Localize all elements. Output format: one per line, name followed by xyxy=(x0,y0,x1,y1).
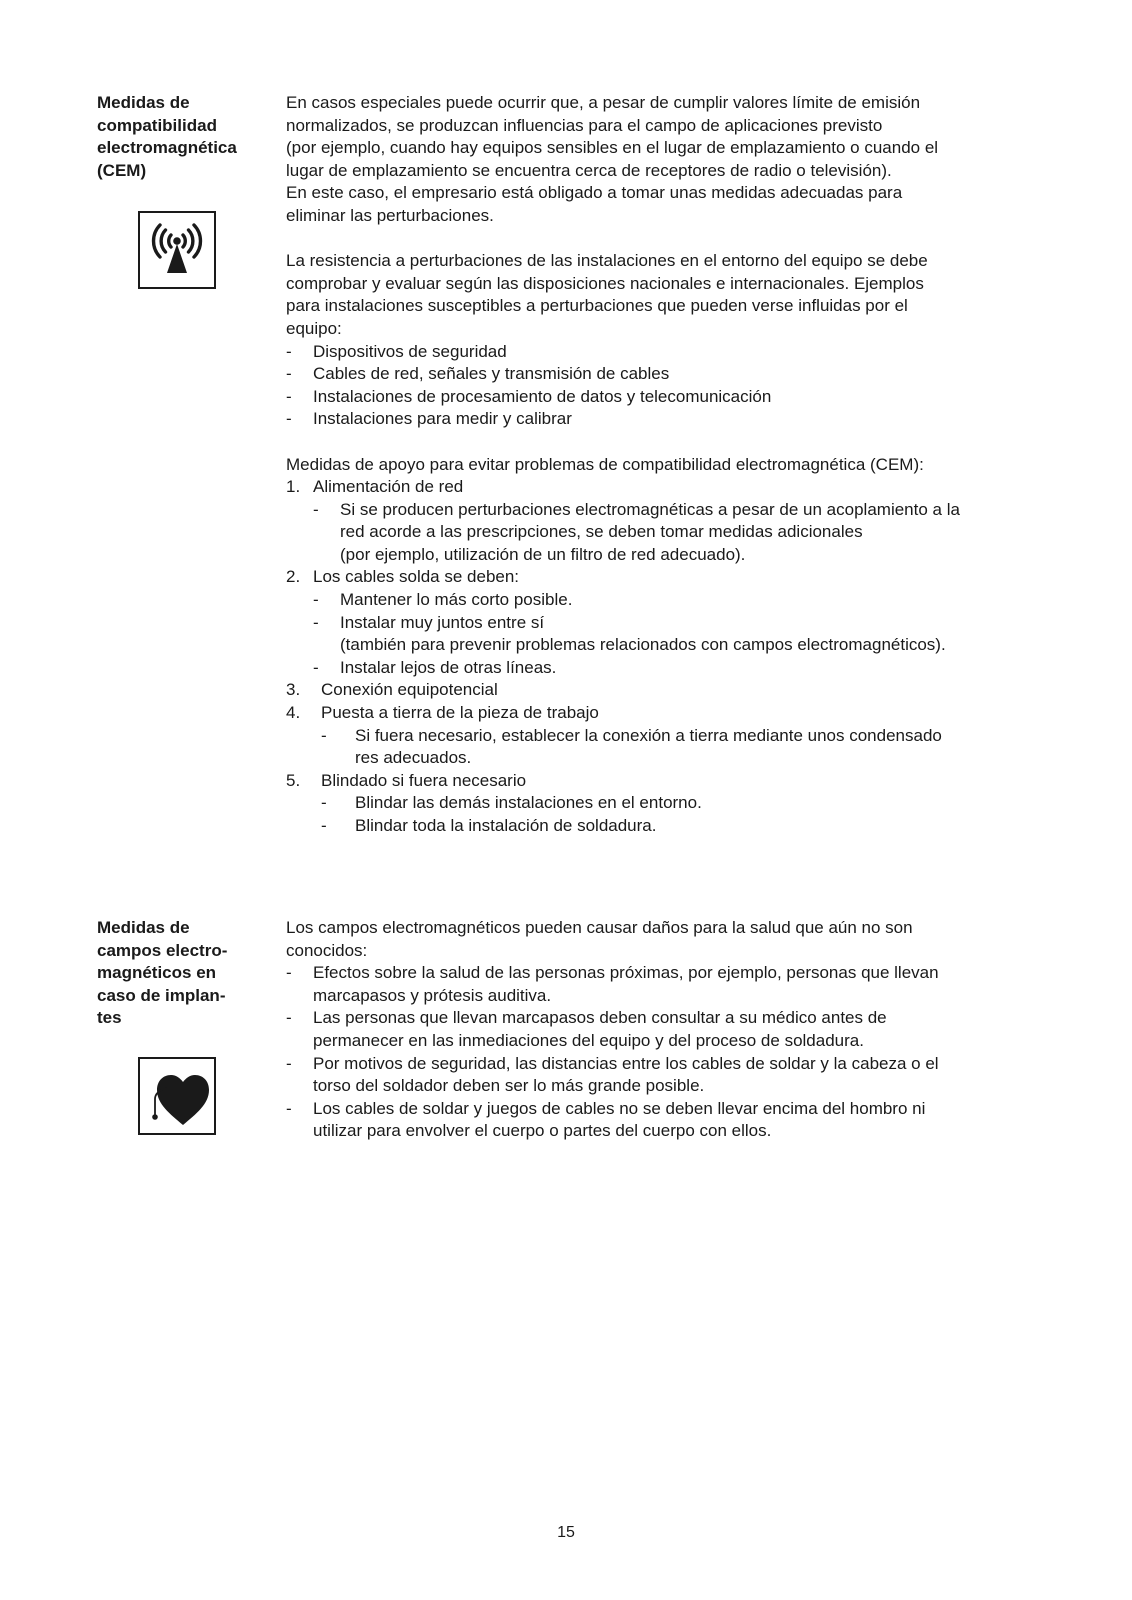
sub-item-continuation xyxy=(286,747,1086,770)
paragraph-line: eliminar las perturbaciones. xyxy=(286,205,494,225)
sub-item-text: res adecuados. xyxy=(355,748,472,768)
sub-item-text: Si se producen perturbaciones electromagnéticas a pesar de un acoplamiento a la xyxy=(340,499,960,519)
list-item-text: Cables de red, señales y transmisión de cables xyxy=(313,364,670,384)
dash-marker: - xyxy=(286,386,292,406)
sub-item-continuation xyxy=(286,521,1086,544)
list-item-continuation xyxy=(286,985,1086,1008)
paragraph-line: (por ejemplo, cuando hay equipos sensibles en el lugar de emplazamiento o cuando el xyxy=(286,138,939,158)
sub-item-text: Instalar muy juntos entre sí xyxy=(340,612,545,632)
dash-marker: - xyxy=(286,963,292,983)
dash-marker: - xyxy=(321,793,327,813)
list-item xyxy=(286,1053,1086,1076)
paragraph-line: La resistencia a perturbaciones de las instalaciones en el entorno del equipo se debe xyxy=(286,251,928,271)
sub-item-text: Mantener lo más corto posible. xyxy=(340,590,573,610)
list-item-text: Dispositivos de seguridad xyxy=(313,341,507,361)
item-number: 1. xyxy=(286,477,301,497)
list-item-text: Instalaciones para medir y calibrar xyxy=(313,409,572,429)
paragraph-line: comprobar y evaluar según las disposiciones nacionales e internacionales. Ejemplos xyxy=(286,273,924,293)
item-number: 5. xyxy=(286,770,301,790)
paragraph-line: Los campos electromagnéticos pueden causar daños para la salud que aún no son xyxy=(286,918,913,937)
sub-item-text: Instalar lejos de otras líneas. xyxy=(340,657,557,677)
sub-item xyxy=(286,815,1086,838)
pacemaker-heart-icon xyxy=(138,1057,216,1135)
item-number: 4. xyxy=(286,703,301,723)
sub-item-continuation xyxy=(286,544,1086,567)
list-item xyxy=(286,1098,1086,1121)
item-label: Puesta a tierra de la pieza de trabajo xyxy=(321,703,599,723)
list-item xyxy=(286,1007,1086,1030)
dash-marker: - xyxy=(313,590,319,610)
sub-item-text: (también para prevenir problemas relacionados con campos electromagnéticos). xyxy=(340,635,946,655)
heading-line: magnéticos en xyxy=(97,963,217,983)
dash-marker: - xyxy=(313,612,319,632)
paragraph-line: Medidas de apoyo para evitar problemas de compatibilidad electromagnética (CEM): xyxy=(286,454,924,474)
sub-item xyxy=(286,725,1086,748)
section-heading-implants xyxy=(97,917,257,1030)
list-item xyxy=(286,408,1086,431)
dash-marker: - xyxy=(321,725,327,745)
list-item-text: permanecer en las inmediaciones del equipo y del proceso de soldadura. xyxy=(313,1030,864,1050)
item-label: Blindado si fuera necesario xyxy=(321,770,527,790)
list-item-text: Efectos sobre la salud de las personas próximas, por ejemplo, personas que llevan xyxy=(313,963,939,983)
sub-item-text: (por ejemplo, utilización de un filtro de red adecuado). xyxy=(340,544,746,564)
list-item-text: Instalaciones de procesamiento de datos y telecomunicación xyxy=(313,386,772,406)
numbered-item xyxy=(286,702,1086,725)
heading-line: electromagnética xyxy=(97,138,237,158)
list-item-continuation xyxy=(286,1030,1086,1053)
sub-item-text: Blindar toda la instalación de soldadura. xyxy=(355,816,657,835)
dash-marker: - xyxy=(286,409,292,429)
heading-line: Medidas de xyxy=(97,93,190,112)
list-item xyxy=(286,363,1086,386)
section-body-emc xyxy=(286,92,1086,838)
numbered-item xyxy=(286,679,1086,702)
list-item-text: Los cables de soldar y juegos de cables no se deben llevar encima del hombro ni xyxy=(313,1098,926,1118)
list-item-continuation xyxy=(286,1120,1086,1143)
dash-marker: - xyxy=(313,657,319,677)
section-body-implants xyxy=(286,917,1086,1143)
sub-item-continuation xyxy=(286,634,1086,657)
list-item-text: torso del soldador deben ser lo más grande posible. xyxy=(313,1076,705,1096)
paragraph-line: conocidos: xyxy=(286,940,368,960)
item-number: 2. xyxy=(286,567,301,587)
sub-item xyxy=(286,589,1086,612)
sub-item-text: Blindar las demás instalaciones en el entorno. xyxy=(355,793,702,813)
sub-item xyxy=(286,612,1086,635)
heading-line: compatibilidad xyxy=(97,115,217,135)
list-item-text: Por motivos de seguridad, las distancias entre los cables de soldar y la cabeza o el xyxy=(313,1053,939,1073)
paragraph-line: En este caso, el empresario está obligado a tomar unas medidas adecuadas para xyxy=(286,183,903,203)
dash-marker: - xyxy=(313,499,319,519)
dash-marker: - xyxy=(286,364,292,384)
numbered-item xyxy=(286,476,1086,499)
sub-item xyxy=(286,499,1086,522)
paragraph-line: normalizados, se produzcan influencias para el campo de aplicaciones previsto xyxy=(286,115,883,135)
heading-line: Medidas de xyxy=(97,918,190,937)
item-label: Los cables solda se deben: xyxy=(313,567,520,587)
heading-line: (CEM) xyxy=(97,160,147,180)
heading-line: tes xyxy=(97,1008,122,1028)
dash-marker: - xyxy=(286,341,292,361)
item-number: 3. xyxy=(286,680,301,700)
list-item xyxy=(286,341,1086,364)
dash-marker: - xyxy=(321,816,327,835)
list-item xyxy=(286,962,1086,985)
non-ionizing-radiation-icon xyxy=(138,211,216,289)
paragraph-line: para instalaciones susceptibles a perturbaciones que pueden verse influidas por el xyxy=(286,296,908,316)
list-item-text: utilizar para envolver el cuerpo o partes del cuerpo con ellos. xyxy=(313,1121,772,1141)
section-heading-emc xyxy=(97,92,257,182)
sub-item-text: Si fuera necesario, establecer la conexión a tierra mediante unos condensado xyxy=(355,725,942,745)
dash-marker: - xyxy=(286,1008,292,1028)
list-item-text: Las personas que llevan marcapasos deben consultar a su médico antes de xyxy=(313,1008,887,1028)
numbered-item xyxy=(286,770,1086,793)
item-label: Alimentación de red xyxy=(313,477,464,497)
numbered-item xyxy=(286,566,1086,589)
paragraph-line: En casos especiales puede ocurrir que, a pesar de cumplir valores límite de emisión xyxy=(286,93,921,112)
list-item xyxy=(286,386,1086,409)
list-item-text: marcapasos y prótesis auditiva. xyxy=(313,985,552,1005)
paragraph-line: equipo: xyxy=(286,318,342,338)
sub-item-text: red acorde a las prescripciones, se deben tomar medidas adicionales xyxy=(340,522,863,542)
sub-item xyxy=(286,657,1086,680)
item-label: Conexión equipotencial xyxy=(321,680,498,700)
sub-item xyxy=(286,792,1086,815)
dash-marker: - xyxy=(286,1098,292,1118)
page-number: 15 xyxy=(557,1524,575,1541)
heading-line: caso de implan- xyxy=(97,985,226,1005)
heading-line: campos electro- xyxy=(97,940,228,960)
dash-marker: - xyxy=(286,1053,292,1073)
paragraph-line: lugar de emplazamiento se encuentra cerca de receptores de radio o televisión). xyxy=(286,160,892,180)
list-item-continuation xyxy=(286,1075,1086,1098)
